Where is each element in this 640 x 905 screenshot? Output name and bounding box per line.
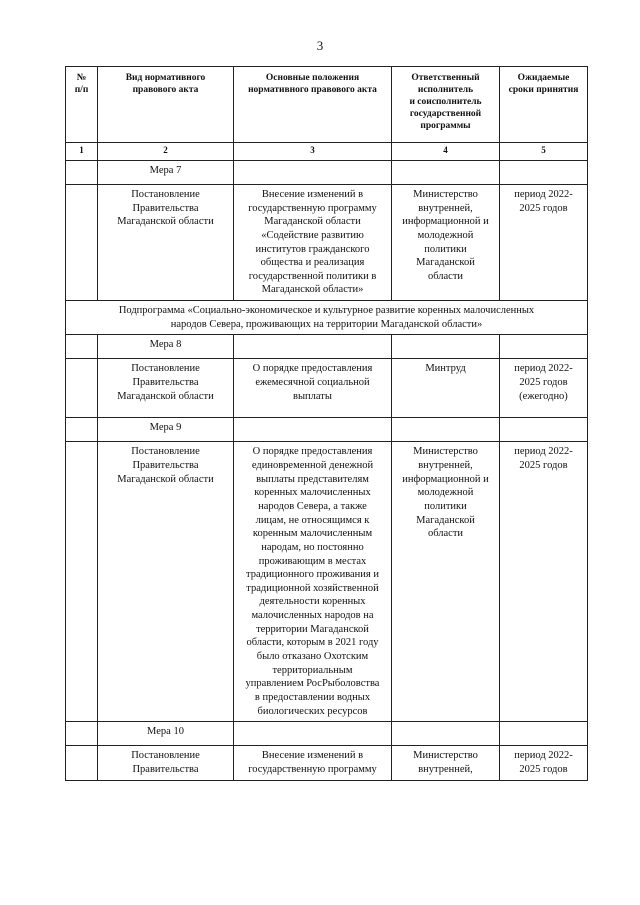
column-numbers-row [66,143,588,161]
measure-label-row [66,335,588,359]
header-deadline: Ожидаемые сроки принятия [500,67,588,143]
measure-label-row [66,722,588,746]
executor-cell: Министерство внутренней, информационной и молодежной политики Магаданской области [392,185,500,301]
measure-label: Мера 10 [98,722,234,746]
header-act-type: Вид нормативного правового акта [98,67,234,143]
provisions-cell: Внесение изменений в государственную программу [234,746,392,780]
provisions-cell: О порядке предоставления единовременной денежной выплаты представителям коренных малочисленных народов Севера, а также лицам, не относящимся к коренным малочисленным народам, но постоянно проживающим в местах традиционного проживания и традиционной хозяйственной деятельности коренных малочисленных народов на территории Магаданской области, которым в 2021 году было отказано Охотским территориальным управлением РосРыболовства в предоставлении водных биологических ресурсов [234,442,392,722]
act-type-cell: Постановление Правительства Магаданской области [98,359,234,418]
act-type-cell: Постановление Правительства Магаданской области [98,185,234,301]
column-number: 2 [98,143,234,161]
measure-label-row [66,161,588,185]
measure-label-row [66,418,588,442]
header-executor: Ответственный исполнитель и соисполнитель государственной программы [392,67,500,143]
table-row [66,359,588,418]
page-number: 3 [316,38,324,53]
measure-label: Мера 9 [98,418,234,442]
provisions-cell: Внесение изменений в государственную программу Магаданской области «Содействие развитию институтов гражданского общества и реализация государственной политики в Магаданской области» [234,185,392,301]
act-type-cell: Постановление Правительства Магаданской области [98,442,234,722]
subprogram-row [66,301,588,335]
header-provisions: Основные положения нормативного правового акта [234,67,392,143]
executor-cell: Минтруд [392,359,500,418]
deadline-cell: период 2022- 2025 годов [500,746,588,780]
column-number: 4 [392,143,500,161]
header-number: № п/п [66,67,98,143]
table-row [66,746,588,780]
column-number: 5 [500,143,588,161]
regulatory-acts-table [65,66,588,781]
measure-label: Мера 7 [98,161,234,185]
measure-label: Мера 8 [98,335,234,359]
deadline-cell: период 2022- 2025 годов (ежегодно) [500,359,588,418]
column-number: 1 [66,143,98,161]
executor-cell: Министерство внутренней, информационной и молодежной политики Магаданской области [392,442,500,722]
table-header-row [66,67,588,143]
column-number: 3 [234,143,392,161]
table-row [66,185,588,301]
subprogram-title: Подпрограмма «Социально-экономическое и культурное развитие коренных малочисленных народов Севера, проживающих на территории Магаданской области» [66,301,588,335]
act-type-cell: Постановление Правительства [98,746,234,780]
table-row [66,442,588,722]
deadline-cell: период 2022- 2025 годов [500,442,588,722]
deadline-cell: период 2022- 2025 годов [500,185,588,301]
executor-cell: Министерство внутренней, [392,746,500,780]
provisions-cell: О порядке предоставления ежемесячной социальной выплаты [234,359,392,418]
